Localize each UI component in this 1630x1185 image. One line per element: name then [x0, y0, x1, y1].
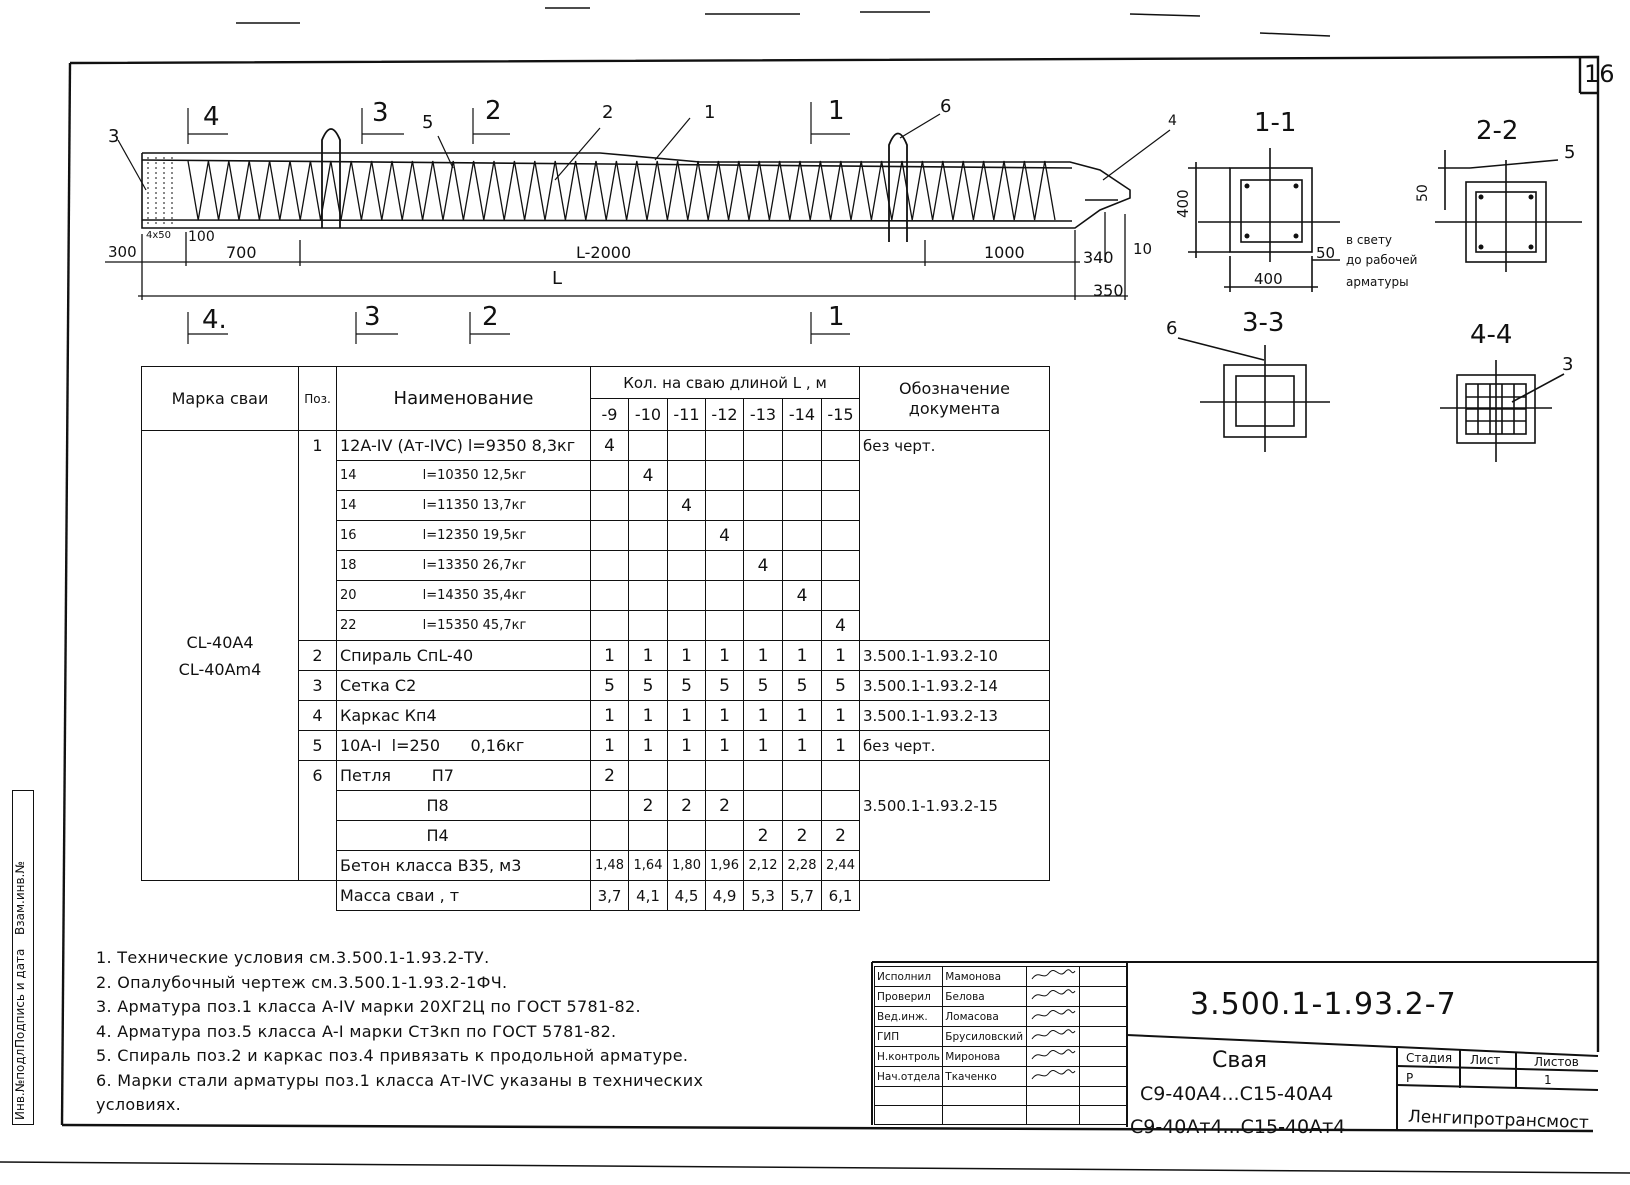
qty-cell: 1: [629, 641, 668, 671]
pos-cell: 5: [299, 731, 337, 761]
signer-role: Нач.отдела: [875, 1067, 943, 1087]
name-cell: 14 l=10350 12,5кг: [337, 461, 591, 491]
signature-icon: [1029, 1007, 1077, 1023]
qty-cell: [822, 431, 860, 461]
qty-cell: [744, 431, 783, 461]
qty-cell: [668, 611, 706, 641]
signer-name: Ломасова: [943, 1007, 1027, 1027]
qty-cell: 1: [668, 701, 706, 731]
signer-role: Н.контроль: [875, 1047, 943, 1067]
dim-300: 300: [108, 243, 137, 261]
dim-10: 10: [1133, 240, 1153, 258]
signature-scribble: [1027, 1067, 1080, 1087]
header-pos: Поз.: [299, 367, 337, 431]
qty-cell: 1: [744, 701, 783, 731]
qty-cell: 1,80: [668, 851, 706, 881]
qty-cell: 1,64: [629, 851, 668, 881]
section-1-1-dim-50: 50: [1316, 244, 1336, 262]
mass-cell: 6,1: [822, 881, 860, 911]
dim-100: 100: [188, 229, 215, 245]
signature-empty-cell: [943, 1106, 1027, 1125]
qty-cell: [706, 431, 744, 461]
qty-cell: [591, 551, 629, 581]
side-stamp-sign-date: Подпись и дата: [13, 948, 27, 1048]
qty-cell: [822, 521, 860, 551]
mass-cell: 3,7: [591, 881, 629, 911]
signature-empty-cell: [1027, 1087, 1080, 1106]
qty-cell: [783, 431, 822, 461]
sheet-number: 16: [1584, 60, 1615, 88]
qty-cell: 1: [783, 701, 822, 731]
signer-role: Проверил: [875, 987, 943, 1007]
sheets-label: Листов: [1534, 1055, 1579, 1069]
sheets-value: 1: [1544, 1073, 1552, 1087]
mass-cell: 5,3: [744, 881, 783, 911]
qty-cell: [591, 791, 629, 821]
doc-cell: [860, 611, 1050, 641]
qty-cell: 2: [629, 791, 668, 821]
table-body: [142, 431, 1050, 911]
qty-cell: [706, 611, 744, 641]
leader-lines: [118, 98, 1170, 344]
section-1-1-dim-400-vertical: 400: [1174, 189, 1192, 218]
signature-icon: [1029, 967, 1077, 983]
table-header-row: [142, 367, 1050, 399]
qty-cell: 4: [744, 551, 783, 581]
section-mark-4: 4.: [202, 305, 227, 335]
doc-cell: [860, 521, 1050, 551]
qty-cell: [744, 461, 783, 491]
callout-5: 5: [422, 112, 434, 133]
doc-cell: [860, 821, 1050, 851]
spiral-reinforcement: [188, 161, 1055, 220]
name-cell: П4: [337, 821, 591, 851]
qty-cell: [706, 821, 744, 851]
callout-2: 2: [602, 102, 614, 123]
qty-cell: [668, 821, 706, 851]
pos-cell: [299, 551, 337, 581]
qty-cell: [744, 491, 783, 521]
name-cell: Сетка С2: [337, 671, 591, 701]
doc-cell: 3.500.1-1.93.2-14: [860, 671, 1050, 701]
stage-value: Р: [1406, 1071, 1414, 1085]
dim-350: 350: [1093, 281, 1124, 300]
qty-cell: [706, 551, 744, 581]
qty-cell: [783, 791, 822, 821]
qty-cell: [591, 521, 629, 551]
signature-empty-cell: [875, 1106, 943, 1125]
stage-label: Стадия: [1406, 1051, 1453, 1065]
doc-cell: 3.500.1-1.93.2-10: [860, 641, 1050, 671]
qty-cell: 1: [822, 731, 860, 761]
callout-section-4: 4: [203, 102, 220, 132]
dim-340: 340: [1083, 248, 1114, 267]
pos-cell: [299, 851, 337, 881]
qty-cell: [668, 761, 706, 791]
qty-cell: 4: [668, 491, 706, 521]
signature-date: [1080, 1047, 1128, 1067]
pos-cell: [299, 461, 337, 491]
qty-cell: [668, 521, 706, 551]
signature-row: [875, 1047, 1128, 1067]
signature-empty-cell: [1080, 1087, 1128, 1106]
signature-date: [1080, 1007, 1128, 1027]
sheet-label: Лист: [1470, 1053, 1501, 1067]
qty-cell: 2: [744, 821, 783, 851]
signature-empty-cell: [875, 1087, 943, 1106]
qty-cell: 5: [629, 671, 668, 701]
doc-cell: без черт.: [860, 431, 1050, 461]
qty-cell: 1: [744, 641, 783, 671]
callout-section-1: 1: [828, 96, 845, 126]
mass-label: Масса сваи , т: [337, 881, 591, 911]
qty-cell: 4: [706, 521, 744, 551]
pos-cell: [299, 521, 337, 551]
length-header-cell: -14: [783, 399, 822, 431]
signature-date: [1080, 1027, 1128, 1047]
qty-cell: 1,96: [706, 851, 744, 881]
qty-cell: [629, 821, 668, 851]
pos-cell: [299, 611, 337, 641]
qty-cell: [783, 611, 822, 641]
qty-cell: [783, 461, 822, 491]
section-4-4-callout: 3: [1562, 354, 1574, 375]
section-1-1-bars: [1245, 184, 1299, 239]
qty-cell: [744, 791, 783, 821]
signature-row-empty: [875, 1106, 1128, 1125]
qty-cell: [744, 581, 783, 611]
name-cell: 18 l=13350 26,7кг: [337, 551, 591, 581]
qty-cell: 1: [591, 731, 629, 761]
qty-cell: [783, 551, 822, 581]
signer-role: ГИП: [875, 1027, 943, 1047]
callout-3-left: 3: [108, 126, 120, 147]
mass-cell: 4,1: [629, 881, 668, 911]
section-1-1-dim-400: 400: [1254, 270, 1283, 288]
note-line: 2. Опалубочный чертеж см.3.500.1-1.93.2-1ФЧ.: [96, 972, 508, 992]
qty-cell: 2,12: [744, 851, 783, 881]
qty-cell: 4: [629, 461, 668, 491]
qty-cell: [706, 461, 744, 491]
callout-section-3: 3: [372, 98, 389, 128]
qty-cell: 1: [629, 701, 668, 731]
qty-cell: [822, 491, 860, 521]
qty-cell: 5: [668, 671, 706, 701]
qty-cell: [668, 551, 706, 581]
name-cell: 22 l=15350 45,7кг: [337, 611, 591, 641]
qty-cell: 2: [668, 791, 706, 821]
section-mark-1: 1: [828, 302, 845, 332]
header-qty: Кол. на сваю длиной L , м: [591, 367, 860, 399]
note-line: 6. Марки стали арматуры поз.1 класса Aт-IVC указаны в технических: [96, 1070, 704, 1090]
section-4-4: [1440, 360, 1564, 462]
note-line: 3. Арматура поз.1 класса A-IV марки 20ХГ2Ц по ГОСТ 5781-82.: [96, 997, 641, 1016]
section-mark-3: 3: [364, 302, 381, 332]
qty-cell: [744, 611, 783, 641]
qty-cell: [744, 761, 783, 791]
qty-cell: [744, 521, 783, 551]
name-cell: Бетон класса В35, м3: [337, 851, 591, 881]
dim-1000: 1000: [984, 243, 1025, 262]
qty-cell: [629, 611, 668, 641]
pos-cell: 4: [299, 701, 337, 731]
doc-cell: 3.500.1-1.93.2-13: [860, 701, 1050, 731]
pos-cell: [299, 791, 337, 821]
bottom-scratch: [0, 1162, 1630, 1173]
dim-4x50: 4x50: [146, 230, 172, 241]
section-1-1-note-2: до рабочей: [1346, 253, 1418, 267]
qty-cell: 1: [706, 641, 744, 671]
qty-cell: 1: [706, 731, 744, 761]
length-header-cell: -10: [629, 399, 668, 431]
pile-mark-cell: [142, 431, 299, 881]
note-line: 4. Арматура поз.5 класса A-I марки Ст3кп по ГОСТ 5781-82.: [96, 1021, 617, 1041]
document-title: Свая: [1212, 1048, 1268, 1073]
qty-cell: [783, 521, 822, 551]
qty-cell: [629, 551, 668, 581]
qty-cell: [629, 761, 668, 791]
qty-cell: 4: [783, 581, 822, 611]
header-pile-mark: Марка сваи: [142, 367, 299, 431]
mass-cell: 4,9: [706, 881, 744, 911]
signature-date: [1080, 967, 1128, 987]
qty-cell: 1: [822, 701, 860, 731]
qty-cell: [783, 491, 822, 521]
qty-cell: [629, 521, 668, 551]
qty-cell: 1: [744, 731, 783, 761]
signature-row: [875, 1007, 1128, 1027]
qty-cell: [822, 791, 860, 821]
side-stamp-vzam: Взам.инв.№: [13, 861, 27, 935]
dim-l-2000: L-2000: [576, 243, 632, 262]
name-cell: Петля П7: [337, 761, 591, 791]
name-cell: Спираль СпL-40: [337, 641, 591, 671]
signature-empty-cell: [1027, 1106, 1080, 1125]
qty-cell: 2: [783, 821, 822, 851]
dim-l: L: [552, 268, 563, 289]
section-2-2-callout: 5: [1564, 142, 1576, 163]
mass-row: [142, 881, 1050, 911]
qty-cell: [706, 491, 744, 521]
signature-icon: [1029, 1027, 1077, 1043]
name-cell: 10A-I l=250 0,16кг: [337, 731, 591, 761]
pile-mark-1: CL-40A4: [186, 632, 254, 652]
qty-cell: 1: [783, 731, 822, 761]
doc-cell: [860, 551, 1050, 581]
pos-cell: 1: [299, 431, 337, 461]
signer-name: Белова: [943, 987, 1027, 1007]
signer-name: Миронова: [943, 1047, 1027, 1067]
signature-row: [875, 1067, 1128, 1087]
header-name: Наименование: [337, 367, 591, 431]
name-cell: П8: [337, 791, 591, 821]
doc-cell: [860, 461, 1050, 491]
section-1-1-note-3: арматуры: [1346, 275, 1409, 289]
section-3-3-title: 3-3: [1242, 308, 1285, 338]
spiral-line: [188, 161, 1055, 220]
signature-row-empty: [875, 1087, 1128, 1106]
callout-1: 1: [704, 102, 716, 123]
qty-cell: [629, 431, 668, 461]
table-row: [142, 431, 1050, 461]
qty-cell: 2,44: [822, 851, 860, 881]
section-1-1-title: 1-1: [1254, 108, 1297, 138]
pos-cell: 6: [299, 761, 337, 791]
section-2-2-title: 2-2: [1476, 116, 1519, 146]
end-mesh: [148, 157, 172, 225]
signer-name: Брусиловский: [943, 1027, 1027, 1047]
signer-name: Мамонова: [943, 967, 1027, 987]
doc-cell: без черт.: [860, 731, 1050, 761]
qty-cell: [822, 461, 860, 491]
signature-scribble: [1027, 1047, 1080, 1067]
signature-icon: [1029, 1067, 1077, 1083]
lifting-loops: [322, 129, 907, 242]
signature-date: [1080, 1067, 1128, 1087]
section-mark-2: 2: [482, 302, 499, 332]
signature-row: [875, 987, 1128, 1007]
qty-cell: [668, 461, 706, 491]
pos-cell: [299, 491, 337, 521]
document-code: 3.500.1-1.93.2-7: [1190, 987, 1457, 1022]
qty-cell: [822, 551, 860, 581]
section-4-4-title: 4-4: [1470, 320, 1513, 350]
note-line: 5. Спираль поз.2 и каркас поз.4 привязать к продольной арматуре.: [96, 1046, 689, 1065]
qty-cell: 1: [668, 731, 706, 761]
side-stamp-inv-podl: Инв.№подл.: [13, 1044, 27, 1120]
section-1-1-note-1: в свету: [1346, 233, 1393, 247]
qty-cell: 2: [822, 821, 860, 851]
section-2-2: [1435, 150, 1582, 272]
qty-cell: [591, 581, 629, 611]
qty-cell: 4: [591, 431, 629, 461]
qty-cell: [783, 761, 822, 791]
qty-cell: [591, 491, 629, 521]
doc-cell: [860, 761, 1050, 791]
signature-table: [874, 966, 1128, 1125]
signature-row: [875, 967, 1128, 987]
length-header-cell: -13: [744, 399, 783, 431]
section-3-3: [1178, 338, 1330, 452]
section-3-3-callout: 6: [1166, 318, 1178, 339]
qty-cell: 4: [822, 611, 860, 641]
qty-cell: [629, 581, 668, 611]
note-line: условиях.: [96, 1095, 181, 1114]
pile-mark-2: CL-40Am4: [178, 659, 262, 679]
specification-table: [141, 366, 1050, 911]
mass-row-spacer: [142, 881, 337, 911]
doc-cell: [860, 581, 1050, 611]
mass-cell: 4,5: [668, 881, 706, 911]
name-cell: 16 l=12350 19,5кг: [337, 521, 591, 551]
qty-cell: [629, 491, 668, 521]
document-subtitle-1: С9-40А4...С15-40А4: [1140, 1083, 1334, 1105]
mass-row-end: [860, 881, 1050, 911]
callout-4: 4: [1168, 113, 1177, 129]
qty-cell: 1: [668, 641, 706, 671]
qty-cell: 1,48: [591, 851, 629, 881]
signature-scribble: [1027, 967, 1080, 987]
doc-cell: [860, 851, 1050, 881]
doc-cell: 3.500.1-1.93.2-15: [860, 791, 1050, 821]
signature-empty-cell: [943, 1087, 1027, 1106]
signature-icon: [1029, 987, 1077, 1003]
qty-cell: 5: [783, 671, 822, 701]
signature-date: [1080, 987, 1128, 1007]
qty-cell: 2: [706, 791, 744, 821]
section-2-2-dim-50: 50: [1415, 184, 1431, 202]
pos-cell: [299, 581, 337, 611]
signer-role: Вед.инж.: [875, 1007, 943, 1027]
pos-cell: 3: [299, 671, 337, 701]
doc-cell: [860, 491, 1050, 521]
qty-cell: [591, 611, 629, 641]
signature-row: [875, 1027, 1128, 1047]
mass-cell: 5,7: [783, 881, 822, 911]
signature-scribble: [1027, 987, 1080, 1007]
pos-cell: 2: [299, 641, 337, 671]
note-line: 1. Технические условия см.3.500.1-1.93.2-ТУ.: [96, 948, 490, 967]
qty-cell: 1: [591, 641, 629, 671]
qty-cell: 1: [783, 641, 822, 671]
name-cell: Каркас Кп4: [337, 701, 591, 731]
qty-cell: 2,28: [783, 851, 822, 881]
qty-cell: 5: [706, 671, 744, 701]
document-subtitle-2: С9-40Ат4...С15-40Ат4: [1130, 1116, 1346, 1138]
pos-cell: [299, 821, 337, 851]
qty-cell: 5: [744, 671, 783, 701]
general-notes: [96, 946, 703, 1118]
length-header-cell: -12: [706, 399, 744, 431]
qty-cell: [706, 761, 744, 791]
qty-cell: [668, 581, 706, 611]
qty-cell: 1: [629, 731, 668, 761]
length-header-cell: -9: [591, 399, 629, 431]
qty-cell: [822, 581, 860, 611]
signer-name: Ткаченко: [943, 1067, 1027, 1087]
length-header-cell: -11: [668, 399, 706, 431]
name-cell: 14 l=11350 13,7кг: [337, 491, 591, 521]
signature-scribble: [1027, 1027, 1080, 1047]
signer-role: Исполнил: [875, 967, 943, 987]
qty-cell: 1: [706, 701, 744, 731]
callout-6: 6: [940, 96, 952, 117]
callout-section-2: 2: [485, 96, 502, 126]
dim-700: 700: [226, 243, 257, 262]
qty-cell: [591, 821, 629, 851]
qty-cell: 1: [822, 641, 860, 671]
header-doc: Обозначение документа: [860, 367, 1050, 431]
length-header-cell: -15: [822, 399, 860, 431]
qty-cell: 2: [591, 761, 629, 791]
signature-icon: [1029, 1047, 1077, 1063]
qty-cell: [822, 761, 860, 791]
qty-cell: 1: [591, 701, 629, 731]
qty-cell: [668, 431, 706, 461]
qty-cell: 5: [822, 671, 860, 701]
qty-cell: [591, 461, 629, 491]
qty-cell: [706, 581, 744, 611]
organization-name: Ленгипротрансмост: [1407, 1106, 1590, 1134]
qty-cell: 5: [591, 671, 629, 701]
signature-scribble: [1027, 1007, 1080, 1027]
signature-empty-cell: [1080, 1106, 1128, 1125]
top-edge-marks: [236, 8, 1330, 36]
name-cell: 12A-IV (Aт-IVC) l=9350 8,3кг: [337, 431, 591, 461]
name-cell: 20 l=14350 35,4кг: [337, 581, 591, 611]
